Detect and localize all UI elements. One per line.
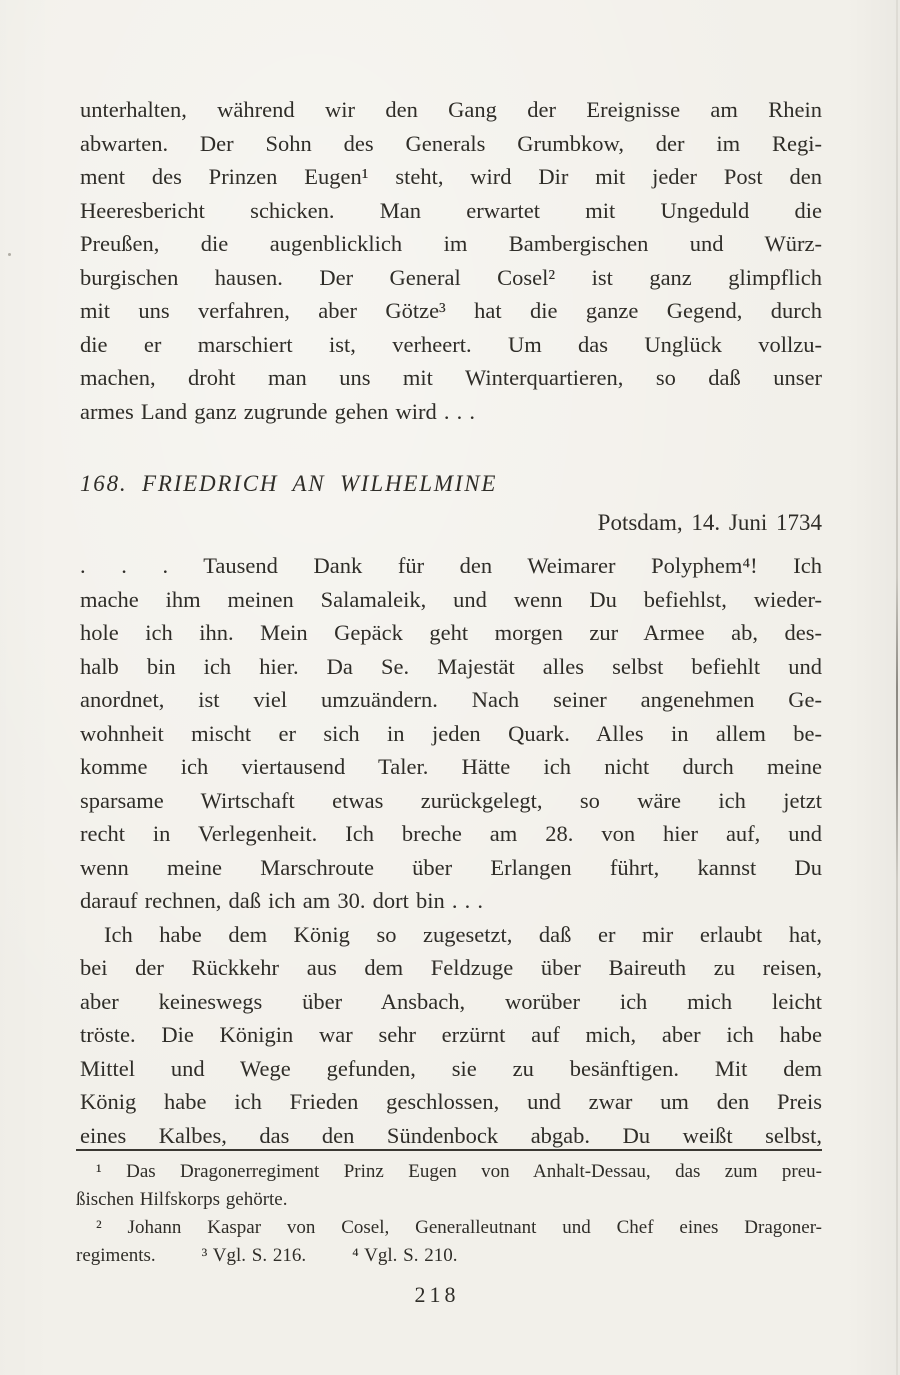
continuation-paragraph [80, 93, 822, 428]
text-line: wohnheit mischt er sich in jeden Quark. Alles in allem be- [80, 720, 822, 746]
text-line: komme ich viertausend Taler. Hätte ich nicht durch meine [80, 754, 822, 779]
page-edge-shadow [896, 0, 898, 1375]
footnote-rule [76, 1149, 822, 1151]
scan-speck [8, 253, 11, 256]
text-line: bei der Rückkehr aus dem Feldzuge über Baireuth zu reisen, [80, 955, 822, 980]
text-block [80, 93, 822, 1152]
text-line: sparsame Wirtschaft etwas zurückgelegt, so wäre ich jetzt [80, 787, 822, 813]
text-line: die er marschiert ist, verheert. Um das Unglück vollzu- [80, 331, 822, 357]
footnote-line: regiments. ³ Vgl. S. 216. ⁴ Vgl. S. 210. [76, 1245, 458, 1266]
text-line: unterhalten, während wir den Gang der Ereignisse am Rhein [80, 97, 822, 122]
text-line: Preußen, die augenblicklich im Bambergischen und Würz- [80, 231, 822, 256]
text-line: eines Kalbes, das den Sündenbock abgab. Du weißt selbst, [80, 1122, 822, 1148]
text-line: burgischen hausen. Der General Cosel² ist ganz glimpflich [80, 264, 822, 290]
text-line: König habe ich Frieden geschlossen, und zwar um den Preis [80, 1089, 822, 1114]
text-line: halb bin ich hier. Da Se. Majestät alles selbst befiehlt und [80, 653, 822, 679]
text-line: ment des Prinzen Eugen¹ steht, wird Dir mit jeder Post den [80, 164, 822, 189]
text-line: Heeresbericht schicken. Man erwartet mit Ungeduld die [80, 197, 822, 223]
text-line: recht in Verlegenheit. Ich breche am 28. von hier auf, und [80, 821, 822, 846]
text-line: machen, droht man uns mit Winterquartieren, so daß unser [80, 365, 822, 390]
text-line: Mittel und Wege gefunden, sie zu besänftigen. Mit dem [80, 1055, 822, 1081]
text-line: armes Land ganz zugrunde gehen wird . . . [80, 398, 475, 424]
footnotes [76, 1149, 822, 1270]
text-line: . . . Tausend Dank für den Weimarer Polyphem⁴! Ich [80, 553, 822, 578]
footnote-line: ¹ Das Dragonerregiment Prinz Eugen von Anhalt-Dessau, das zum preu- [96, 1161, 822, 1182]
text-line: Ich habe dem König so zugesetzt, daß er mir erlaubt hat, [104, 921, 822, 947]
letter-paragraph-1 [80, 549, 822, 918]
text-line: anordnet, ist viel umzuändern. Nach seiner angenehmen Ge- [80, 687, 822, 712]
letter-dateline: Potsdam, 14. Juni 1734 [597, 510, 822, 535]
text-line: mache ihm meinen Salamaleik, und wenn Du befiehlst, wieder- [80, 586, 822, 612]
letter-paragraph-2 [80, 918, 822, 1153]
letter-heading: 168. FRIEDRICH AN WILHELMINE [80, 471, 498, 496]
footnote-line: ßischen Hilfskorps gehörte. [76, 1189, 288, 1210]
text-line: hole ich ihn. Mein Gepäck geht morgen zur Armee ab, des- [80, 620, 822, 645]
text-line: tröste. Die Königin war sehr erzürnt auf mich, aber ich habe [80, 1022, 822, 1047]
footnote-line: ² Johann Kaspar von Cosel, Generalleutnant und Chef eines Dragoner- [96, 1217, 822, 1238]
text-line: abwarten. Der Sohn des Generals Grumbkow, der im Regi- [80, 130, 822, 156]
text-line: mit uns verfahren, aber Götze³ hat die ganze Gegend, durch [80, 298, 822, 323]
text-line: aber keineswegs über Ansbach, worüber ich mich leicht [80, 988, 822, 1014]
text-line: darauf rechnen, daß ich am 30. dort bin . . . [80, 888, 483, 913]
text-line: wenn meine Marschroute über Erlangen führt, kannst Du [80, 854, 822, 880]
page-number: 218 [414, 1282, 460, 1307]
